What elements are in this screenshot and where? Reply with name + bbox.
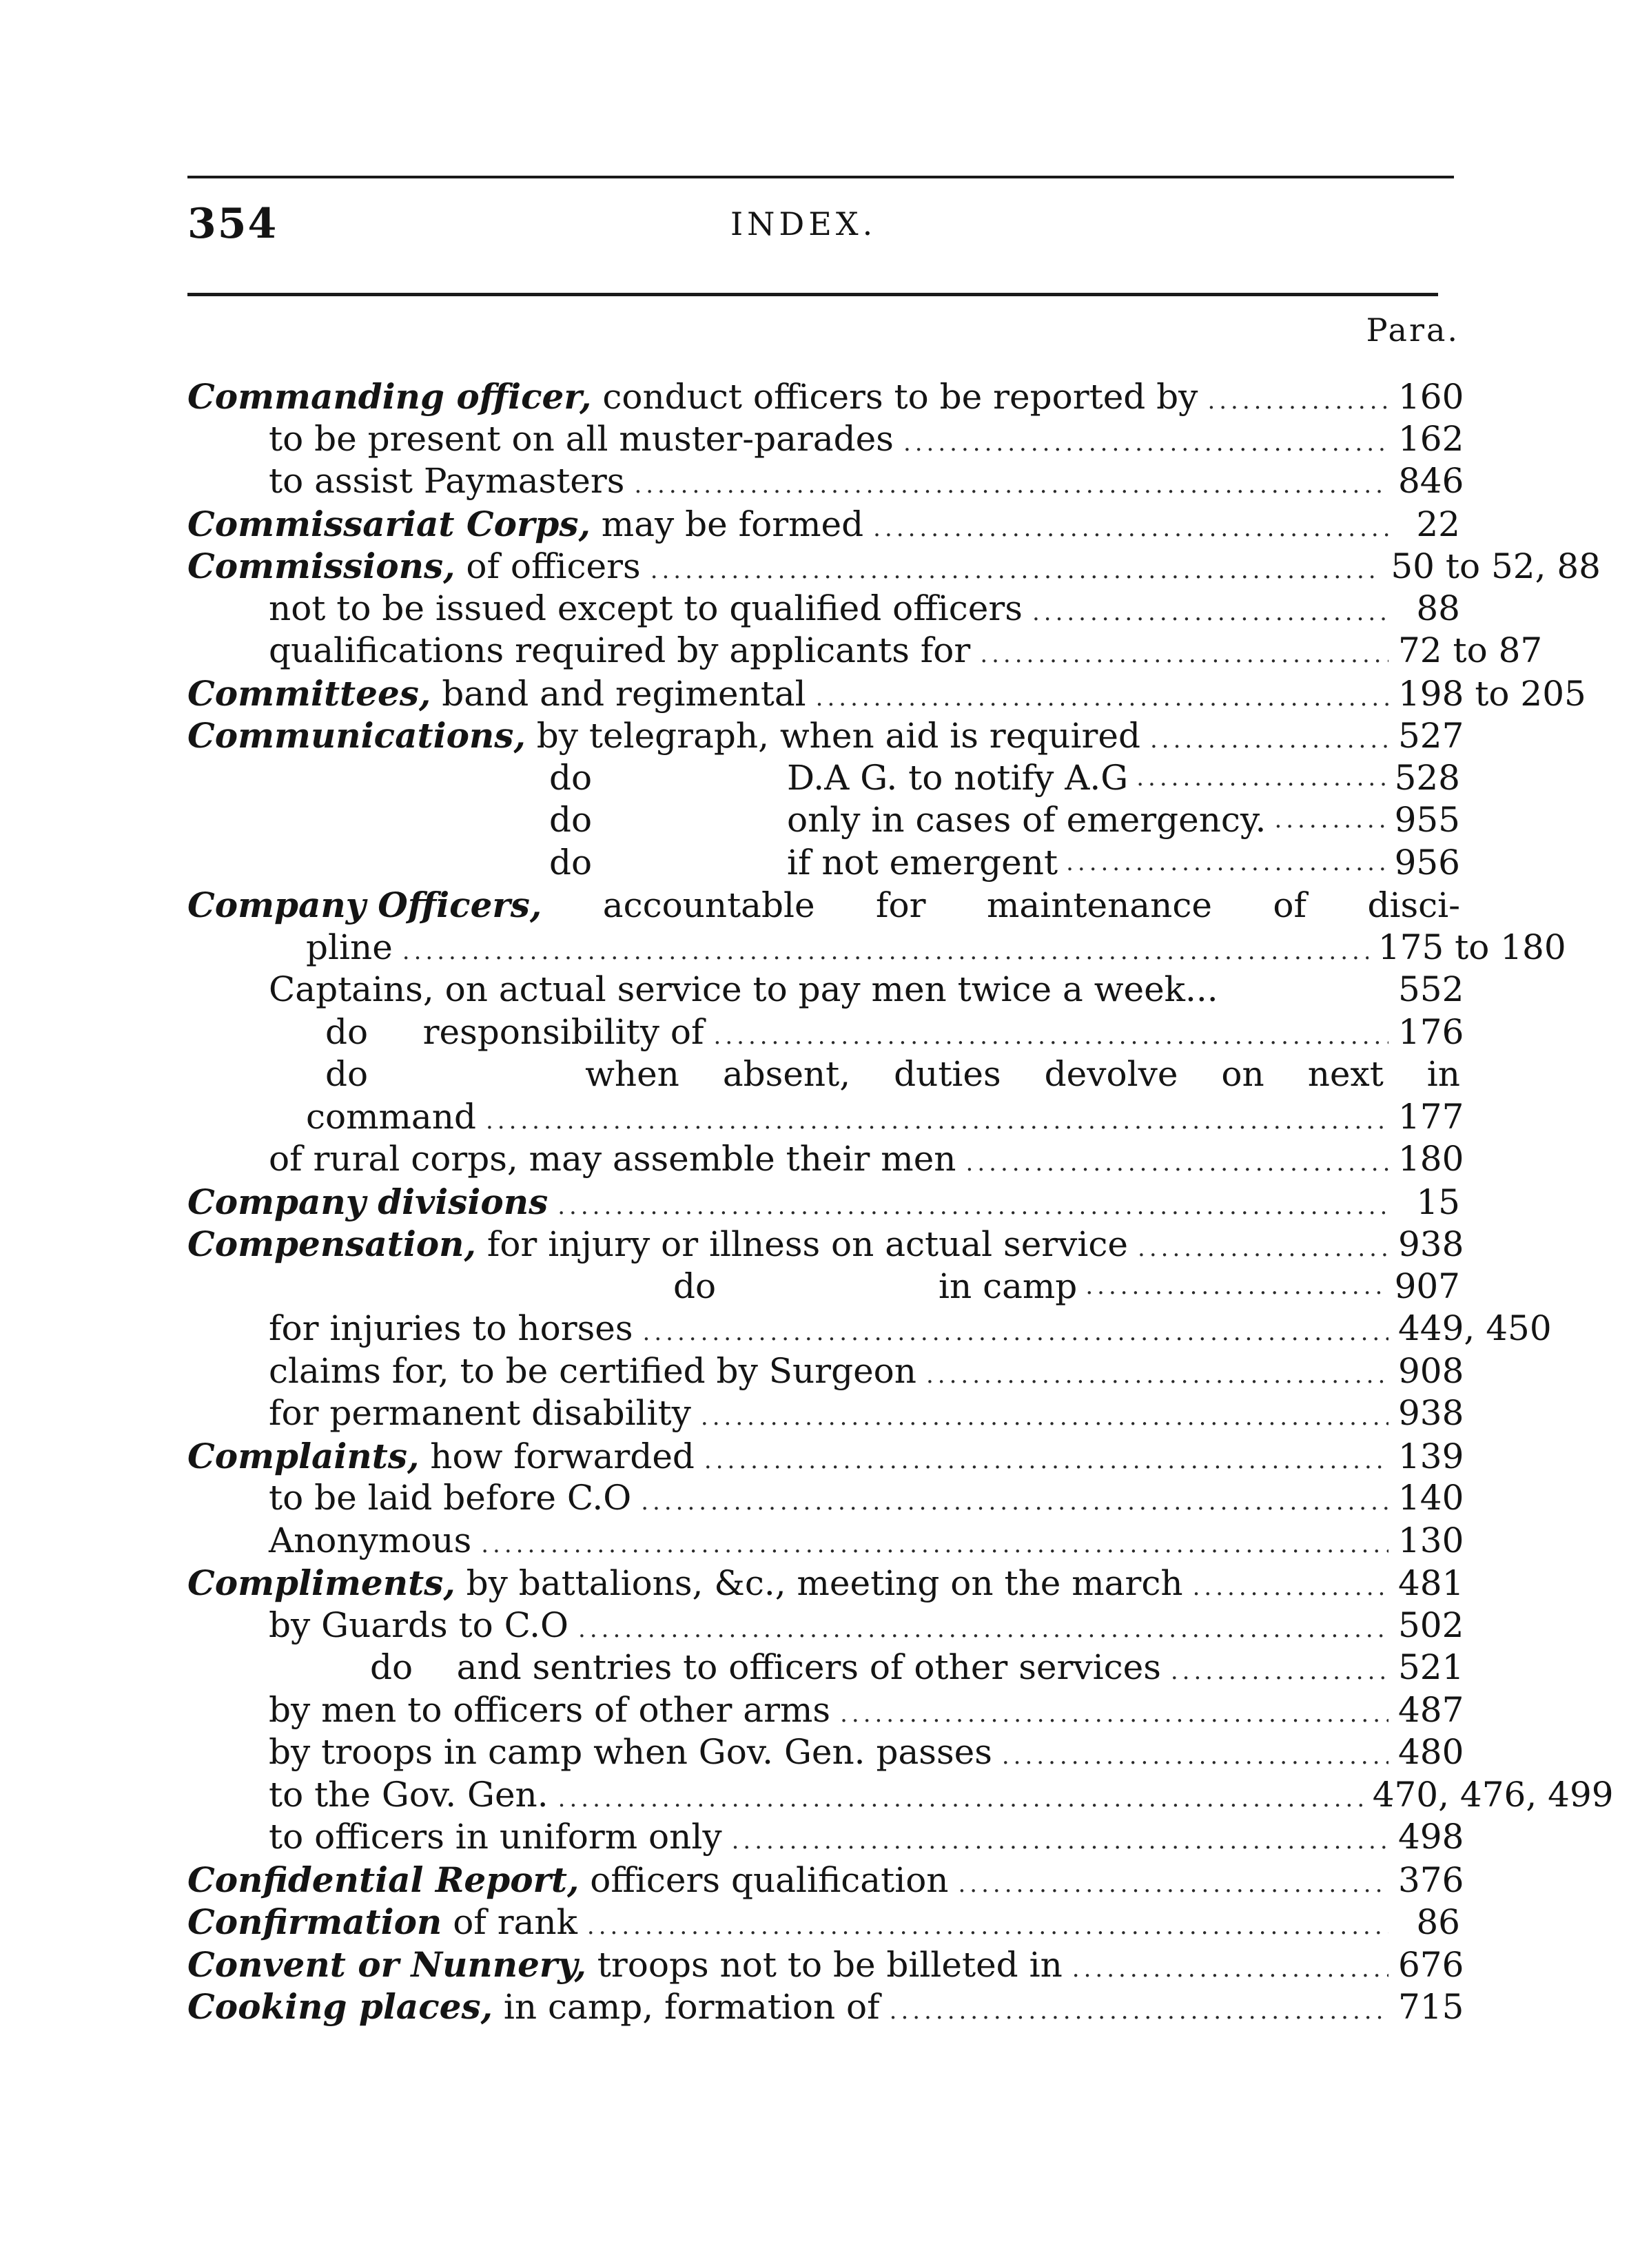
paragraph-reference: 376 <box>1398 1859 1464 1900</box>
index-description: to assist Paymasters <box>269 461 625 501</box>
index-description: by troops in camp when Gov. Gen. passes <box>269 1732 992 1772</box>
dot-leader <box>1138 1228 1388 1270</box>
dot-leader <box>557 1186 1388 1228</box>
dot-leader <box>701 1396 1388 1439</box>
index-description: band and regimental <box>431 673 806 714</box>
dot-leader <box>980 634 1388 677</box>
dot-leader <box>1171 1651 1388 1693</box>
paragraph-reference: 22 <box>1416 504 1460 544</box>
index-description: do when absent, duties devolve on next in <box>325 1054 1460 1094</box>
index-sub-entry <box>187 1731 1464 1774</box>
paragraph-reference: 139 <box>1398 1436 1464 1476</box>
index-description: to officers in uniform only <box>269 1817 722 1857</box>
index-ditto-entry <box>187 799 1460 842</box>
paragraph-reference: 956 <box>1394 842 1460 883</box>
index-description: not to be issued except to qualified officers <box>269 588 1023 628</box>
index-sub-entry <box>187 927 1566 969</box>
index-description: for permanent disability <box>269 1393 691 1433</box>
index-description: to the Gov. Gen. <box>269 1774 549 1815</box>
index-description: in camp, formation of <box>493 1987 880 2027</box>
index-sub-entry <box>187 630 1543 672</box>
index-description: by Guards to C.O <box>269 1605 569 1645</box>
paragraph-reference: 160 <box>1398 377 1464 417</box>
index-term: Compensation, <box>187 1224 476 1264</box>
index-main-entry <box>187 884 1460 927</box>
paragraph-reference: 908 <box>1398 1350 1464 1391</box>
paragraph-reference: 140 <box>1398 1478 1464 1518</box>
ditto-mark: do <box>549 757 593 798</box>
index-description: pline <box>306 927 393 967</box>
dot-leader <box>714 1016 1388 1058</box>
index-sub-entry <box>187 1350 1464 1393</box>
index-sub-entry <box>187 588 1460 630</box>
index-term: Compliments, <box>187 1563 455 1603</box>
ditto-mark: do <box>549 800 593 840</box>
index-description: of rural corps, may assemble their men <box>269 1139 956 1179</box>
index-main-entry <box>187 1901 1460 1944</box>
paragraph-reference: 162 <box>1398 418 1464 459</box>
index-main-entry <box>187 503 1460 546</box>
paragraph-reference: 15 <box>1416 1182 1460 1222</box>
dot-leader <box>650 550 1382 592</box>
paragraph-reference: 907 <box>1394 1266 1460 1306</box>
dot-leader <box>1207 380 1388 423</box>
index-main-entry <box>187 714 1464 757</box>
page-number: 354 <box>187 200 278 248</box>
ditto-description: D.A G. to notify A.G <box>787 757 1129 798</box>
dot-leader <box>840 1693 1388 1736</box>
paragraph-reference: 715 <box>1398 1987 1464 2027</box>
index-main-entry <box>187 1859 1464 1901</box>
index-sub-entry <box>187 1308 1552 1350</box>
index-sub-entry <box>187 1647 1464 1689</box>
index-description: to be present on all muster-parades <box>269 418 894 459</box>
index-term: Cooking places, <box>187 1986 493 2027</box>
paragraph-reference: 955 <box>1394 800 1460 840</box>
dot-leader <box>643 1312 1388 1354</box>
index-description: how forwarded <box>419 1436 695 1476</box>
dot-leader <box>1150 719 1388 762</box>
index-main-entry <box>187 1944 1464 1986</box>
index-main-entry <box>187 1986 1464 2028</box>
paragraph-reference: 130 <box>1398 1520 1464 1560</box>
index-sub-entry <box>187 1816 1464 1859</box>
header-rule <box>187 293 1438 296</box>
index-term: Complaints, <box>187 1435 420 1476</box>
dot-leader <box>1066 842 1386 885</box>
ditto-mark: do <box>549 842 593 883</box>
index-description: conduct officers to be reported by <box>591 377 1198 417</box>
index-description: by men to officers of other arms <box>269 1689 831 1730</box>
paragraph-reference: 528 <box>1394 757 1460 798</box>
dot-leader <box>402 931 1369 973</box>
ditto-description: in camp <box>939 1266 1078 1306</box>
paragraph-reference: 176 <box>1398 1011 1464 1052</box>
paragraph-reference: 676 <box>1398 1944 1464 1985</box>
paragraph-column-heading: Para. <box>1366 311 1459 349</box>
index-description: qualifications required by applicants for <box>269 630 971 670</box>
paragraph-reference: 480 <box>1398 1732 1464 1772</box>
index-term: Commissions, <box>187 546 455 586</box>
index-description: for injuries to horses <box>269 1308 633 1348</box>
paragraph-reference: 449, 450 <box>1398 1308 1552 1348</box>
index-term: Confirmation <box>187 1901 442 1942</box>
ditto-description: if not emergent <box>787 842 1058 883</box>
index-ditto-entry <box>187 842 1460 885</box>
index-description: claims for, to be certified by Surgeon <box>269 1350 916 1391</box>
dot-leader <box>558 1778 1363 1821</box>
index-sub-entry <box>187 1096 1464 1139</box>
index-description: officers qualification <box>579 1859 949 1900</box>
dot-leader <box>873 508 1388 550</box>
index-description: do and sentries to officers of other services <box>370 1647 1161 1687</box>
dot-leader <box>587 1906 1388 1948</box>
index-description: of rank <box>442 1902 577 1942</box>
index-term: Commanding officer, <box>187 376 592 417</box>
dot-leader <box>966 1142 1388 1185</box>
dot-leader <box>1072 1948 1388 1991</box>
paragraph-reference: 481 <box>1398 1563 1464 1603</box>
paragraph-reference: 88 <box>1416 588 1460 628</box>
index-description: accountable for maintenance of disci- <box>542 885 1460 925</box>
paragraph-reference: 470, 476, 499 <box>1372 1774 1614 1815</box>
paragraph-reference: 180 <box>1398 1139 1464 1179</box>
dot-leader <box>486 1100 1388 1143</box>
index-main-entry <box>187 1562 1464 1605</box>
index-main-entry <box>187 1435 1464 1478</box>
index-term: Confidential Report, <box>187 1859 580 1900</box>
index-term: Commissariat Corps, <box>187 503 591 544</box>
index-sub-entry <box>187 1011 1464 1054</box>
index-main-entry <box>187 1181 1460 1224</box>
index-sub-entry <box>187 969 1464 1011</box>
index-term: Convent or Nunnery, <box>187 1944 586 1985</box>
paragraph-reference: 552 <box>1398 969 1464 1009</box>
dot-leader <box>634 464 1388 507</box>
paragraph-reference: 938 <box>1398 1224 1464 1264</box>
dot-leader <box>1002 1735 1388 1778</box>
index-sub-entry <box>187 460 1464 503</box>
index-sub-entry <box>187 1477 1464 1520</box>
index-sub-entry <box>187 1392 1464 1435</box>
index-sub-entry <box>187 1520 1464 1563</box>
index-description: Captains, on actual service to pay men twice a week... <box>269 969 1218 1009</box>
dot-leader <box>578 1609 1388 1651</box>
index-main-entry <box>187 1223 1464 1266</box>
index-main-entry <box>187 672 1586 715</box>
index-ditto-entry <box>187 1266 1460 1308</box>
index-sub-entry <box>187 1053 1460 1096</box>
index-description: by telegraph, when aid is required <box>525 716 1140 756</box>
index-description: do responsibility of <box>325 1011 704 1052</box>
ditto-mark: do <box>673 1266 717 1306</box>
top-rule <box>187 176 1454 178</box>
index-sub-entry <box>187 418 1464 461</box>
index-sub-entry <box>187 1774 1614 1817</box>
index-description: Anonymous <box>269 1520 472 1560</box>
dot-leader <box>926 1354 1388 1397</box>
dot-leader <box>1193 1567 1388 1609</box>
index-description: of officers <box>455 546 641 586</box>
dot-leader <box>481 1524 1388 1567</box>
dot-leader <box>1136 757 1386 800</box>
dot-leader <box>732 1820 1388 1863</box>
paragraph-reference: 175 to 180 <box>1377 927 1566 967</box>
paragraph-reference: 72 to 87 <box>1398 630 1543 670</box>
index-sub-entry <box>187 1605 1464 1647</box>
paragraph-reference: 198 to 205 <box>1398 673 1586 714</box>
paragraph-reference: 50 to 52, 88 <box>1391 546 1601 586</box>
dot-leader <box>1274 799 1386 842</box>
dot-leader <box>903 422 1388 465</box>
ditto-description: only in cases of emergency. <box>787 800 1267 840</box>
dot-leader <box>704 1440 1388 1483</box>
paragraph-reference: 502 <box>1398 1605 1464 1645</box>
index-term: Committees, <box>187 672 431 714</box>
index-entries <box>187 375 1614 2028</box>
paragraph-reference: 86 <box>1416 1902 1460 1942</box>
paragraph-reference: 498 <box>1398 1817 1464 1857</box>
paragraph-reference: 527 <box>1398 716 1464 756</box>
index-main-entry <box>187 545 1601 588</box>
index-description: may be formed <box>590 504 864 544</box>
dot-leader <box>1032 592 1388 635</box>
index-term: Company divisions <box>187 1181 549 1222</box>
index-description: command <box>306 1096 476 1137</box>
index-sub-entry <box>187 1689 1464 1732</box>
dot-leader <box>890 1990 1388 2033</box>
index-term: Communications, <box>187 715 526 756</box>
index-description: for injury or illness on actual service <box>475 1224 1129 1264</box>
dot-leader <box>816 677 1388 720</box>
index-description: to be laid before C.O <box>269 1478 632 1518</box>
paragraph-reference: 177 <box>1398 1096 1464 1137</box>
index-term: Company Officers, <box>187 885 542 925</box>
index-ditto-entry <box>187 757 1460 800</box>
index-description: by battalions, &c., meeting on the march <box>455 1563 1183 1603</box>
dot-leader <box>641 1481 1388 1524</box>
index-sub-entry <box>187 1138 1464 1181</box>
index-description: troops not to be billeted in <box>586 1944 1063 1985</box>
paragraph-reference: 938 <box>1398 1393 1464 1433</box>
paragraph-reference: 846 <box>1398 461 1464 501</box>
paragraph-reference: 487 <box>1398 1689 1464 1730</box>
dot-leader <box>959 1864 1389 1906</box>
dot-leader <box>1085 1266 1386 1308</box>
running-head: INDEX. <box>730 205 877 243</box>
paragraph-reference: 521 <box>1398 1647 1464 1687</box>
index-main-entry <box>187 375 1464 418</box>
